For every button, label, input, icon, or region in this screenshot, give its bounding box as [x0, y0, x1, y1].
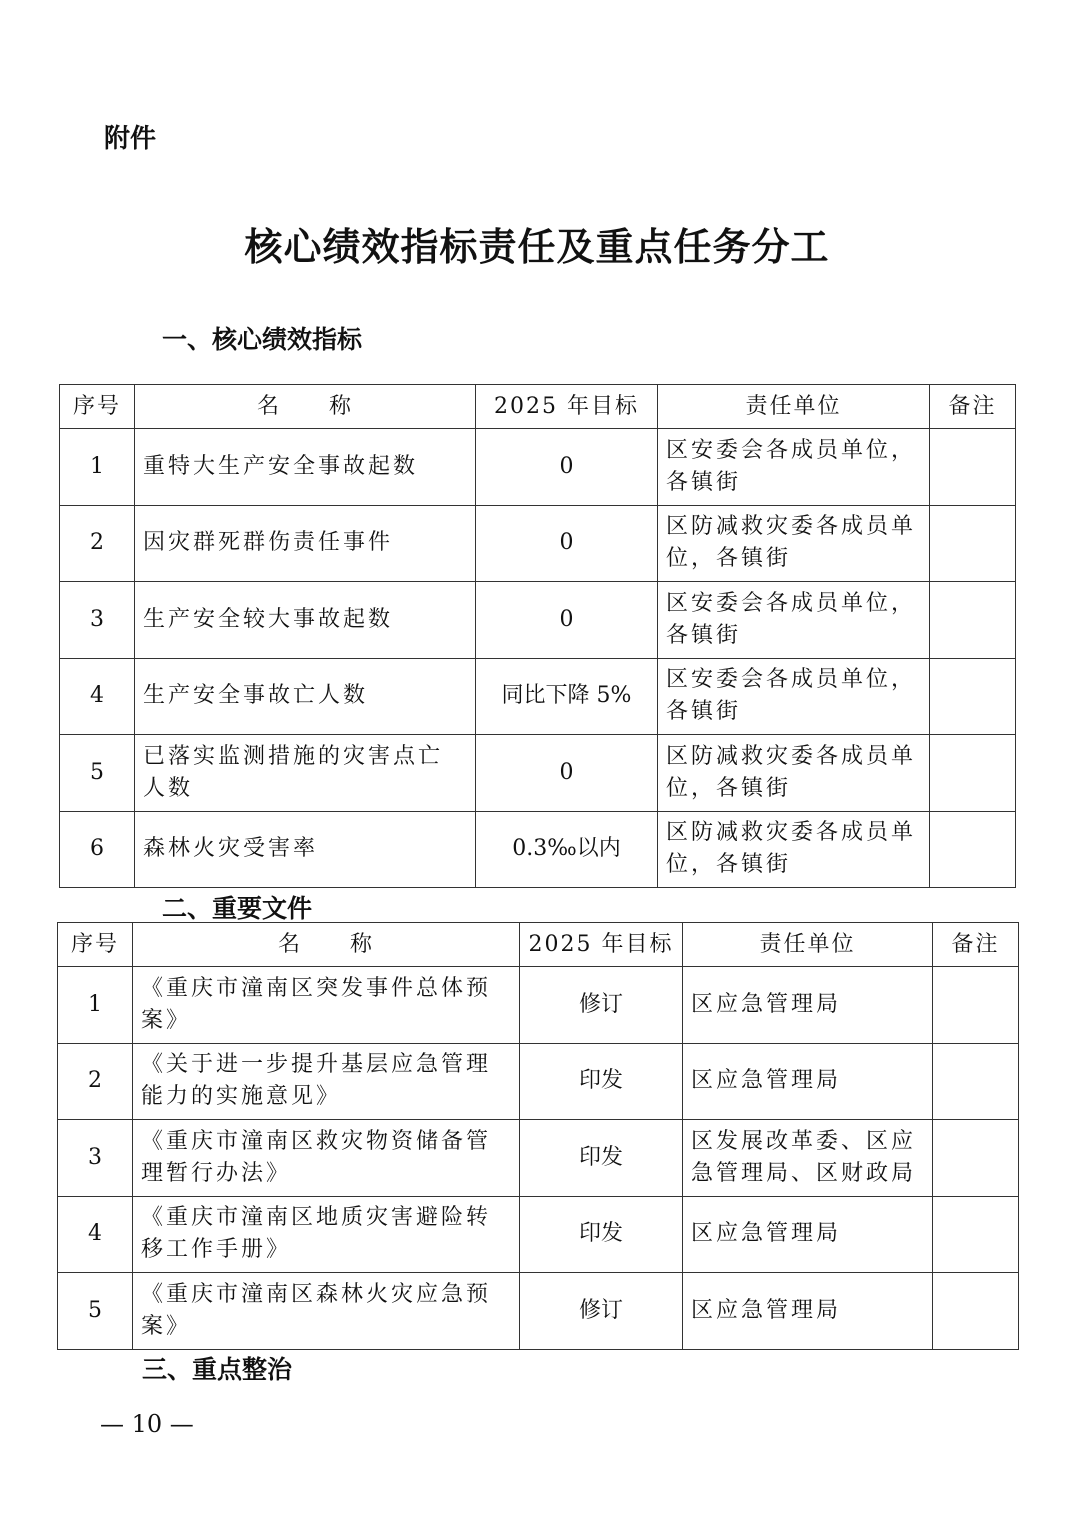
row-name: 森林火灾受害率	[135, 811, 476, 888]
row-name: 《重庆市潼南区地质灾害避险转移工作手册》	[133, 1196, 520, 1273]
column-header: 名 称	[133, 923, 520, 967]
row-note	[933, 1120, 1019, 1197]
row-number: 2	[58, 1043, 133, 1120]
row-note	[930, 505, 1016, 582]
row-responsible-unit: 区安委会各成员单位，各镇街	[658, 429, 930, 506]
row-note	[930, 658, 1016, 735]
column-header: 备注	[933, 923, 1019, 967]
row-name: 已落实监测措施的灾害点亡人数	[135, 735, 476, 812]
row-target: 印发	[520, 1120, 683, 1197]
page-number: — 10 —	[100, 1410, 194, 1438]
column-header: 序号	[58, 923, 133, 967]
row-note	[930, 735, 1016, 812]
table-row	[60, 658, 1016, 735]
row-number: 6	[60, 811, 135, 888]
row-responsible-unit: 区防减救灾委各成员单位，各镇街	[658, 505, 930, 582]
row-number: 3	[58, 1120, 133, 1197]
row-number: 5	[60, 735, 135, 812]
row-number: 2	[60, 505, 135, 582]
row-target: 0	[476, 735, 658, 812]
page-title: 核心绩效指标责任及重点任务分工	[244, 225, 830, 269]
row-number: 3	[60, 582, 135, 659]
row-note	[933, 1273, 1019, 1350]
row-note	[933, 1196, 1019, 1273]
column-header: 2025 年目标	[520, 923, 683, 967]
column-header: 备注	[930, 385, 1016, 429]
row-responsible-unit: 区应急管理局	[683, 1273, 933, 1350]
table-row	[58, 1273, 1019, 1350]
row-responsible-unit: 区应急管理局	[683, 1043, 933, 1120]
documents-table	[57, 922, 1019, 1350]
column-header: 名 称	[135, 385, 476, 429]
attachment-label: 附件	[104, 124, 157, 154]
row-number: 1	[58, 967, 133, 1044]
row-number: 4	[58, 1196, 133, 1273]
table-row	[60, 811, 1016, 888]
column-header: 责任单位	[658, 385, 930, 429]
row-note	[930, 582, 1016, 659]
row-note	[930, 811, 1016, 888]
row-responsible-unit: 区应急管理局	[683, 967, 933, 1044]
row-target: 印发	[520, 1043, 683, 1120]
row-number: 1	[60, 429, 135, 506]
row-target: 0.3‰以内	[476, 811, 658, 888]
row-name: 《重庆市潼南区突发事件总体预案》	[133, 967, 520, 1044]
row-responsible-unit: 区防减救灾委各成员单位，各镇街	[658, 811, 930, 888]
table-row	[58, 1043, 1019, 1120]
table-row	[58, 967, 1019, 1044]
row-note	[933, 1043, 1019, 1120]
row-name: 《关于进一步提升基层应急管理能力的实施意见》	[133, 1043, 520, 1120]
column-header: 责任单位	[683, 923, 933, 967]
row-number: 5	[58, 1273, 133, 1350]
column-header: 2025 年目标	[476, 385, 658, 429]
row-target: 修订	[520, 1273, 683, 1350]
row-responsible-unit: 区应急管理局	[683, 1196, 933, 1273]
kpi-table	[59, 384, 1016, 888]
row-target: 印发	[520, 1196, 683, 1273]
row-note	[933, 967, 1019, 1044]
column-header: 序号	[60, 385, 135, 429]
row-name: 因灾群死群伤责任事件	[135, 505, 476, 582]
table-header-row	[60, 385, 1016, 429]
section-heading-rectification: 三、重点整治	[142, 1355, 293, 1384]
table-row	[58, 1120, 1019, 1197]
row-name: 生产安全较大事故起数	[135, 582, 476, 659]
table-header-row	[58, 923, 1019, 967]
row-responsible-unit: 区防减救灾委各成员单位，各镇街	[658, 735, 930, 812]
table-row	[60, 735, 1016, 812]
row-target: 0	[476, 582, 658, 659]
row-responsible-unit: 区发展改革委、区应急管理局、区财政局	[683, 1120, 933, 1197]
row-target: 同比下降 5%	[476, 658, 658, 735]
row-number: 4	[60, 658, 135, 735]
row-target: 0	[476, 505, 658, 582]
row-note	[930, 429, 1016, 506]
row-responsible-unit: 区安委会各成员单位，各镇街	[658, 582, 930, 659]
row-responsible-unit: 区安委会各成员单位，各镇街	[658, 658, 930, 735]
table-row	[58, 1196, 1019, 1273]
row-name: 重特大生产安全事故起数	[135, 429, 476, 506]
row-target: 修订	[520, 967, 683, 1044]
section-heading-kpi: 一、核心绩效指标	[162, 325, 363, 354]
section-heading-documents: 二、重要文件	[162, 894, 313, 923]
row-target: 0	[476, 429, 658, 506]
row-name: 《重庆市潼南区救灾物资储备管理暂行办法》	[133, 1120, 520, 1197]
row-name: 《重庆市潼南区森林火灾应急预案》	[133, 1273, 520, 1350]
table-row	[60, 505, 1016, 582]
table-row	[60, 429, 1016, 506]
row-name: 生产安全事故亡人数	[135, 658, 476, 735]
table-row	[60, 582, 1016, 659]
